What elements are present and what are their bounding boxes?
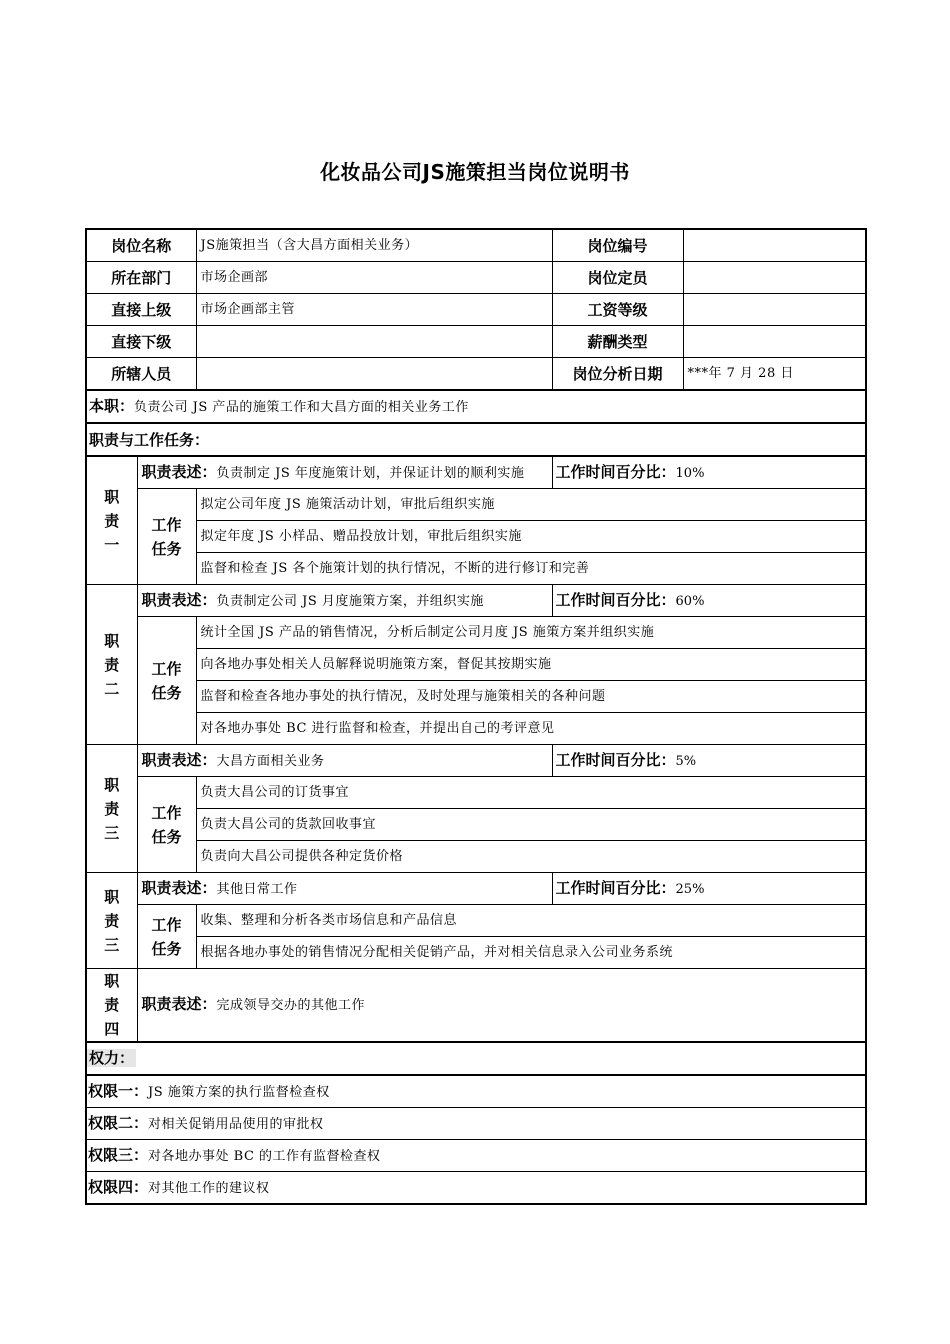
duty-4-time-cell bbox=[552, 873, 866, 905]
duty-1-percent: 10% bbox=[675, 465, 705, 481]
duty-3-time-cell bbox=[552, 745, 866, 777]
authority-item-label: 权限三： bbox=[88, 1145, 149, 1164]
duty-4-task-2: 根据各地办事处的销售情况分配相关促销产品，并对相关信息录入公司业务系统 bbox=[196, 937, 866, 969]
duty-3-task-3: 负责向大昌公司提供各种定货价格 bbox=[196, 841, 866, 873]
position-no-value bbox=[683, 229, 866, 262]
authority-item-value: 对其他工作的建议权 bbox=[148, 1180, 270, 1196]
duty-4-name: 职 责 三 bbox=[86, 873, 137, 969]
duty-2-statement-cell bbox=[137, 585, 552, 617]
duty-1-name: 职 责 一 bbox=[86, 456, 137, 585]
headcount-value bbox=[683, 262, 866, 294]
authority-item-3 bbox=[86, 1140, 866, 1172]
duty-3-name: 职 责 三 bbox=[86, 745, 137, 873]
statement-label: 职责表述： bbox=[141, 995, 217, 1013]
authority-header-cell bbox=[86, 1042, 866, 1075]
duty-summary-value: 负责公司 JS 产品的施策工作和大昌方面的相关业务工作 bbox=[134, 399, 469, 415]
department-label: 所在部门 bbox=[86, 262, 196, 294]
duty-2-percent: 60% bbox=[675, 593, 705, 609]
duty-1-task-1: 拟定公司年度 JS 施策活动计划，审批后组织实施 bbox=[196, 489, 866, 521]
governed-value bbox=[196, 358, 552, 391]
salary-grade-value bbox=[683, 294, 866, 326]
duty-1-statement: 负责制定 JS 年度施策计划，并保证计划的顺利实施 bbox=[216, 465, 525, 481]
superior-value: 市场企画部主管 bbox=[196, 294, 552, 326]
analysis-date-label: 岗位分析日期 bbox=[552, 358, 683, 391]
statement-label: 职责表述： bbox=[141, 462, 217, 481]
duty-5-name: 职 责 四 bbox=[86, 969, 137, 1043]
authority-item-1 bbox=[86, 1075, 866, 1108]
duty-2-name: 职 责 二 bbox=[86, 585, 137, 745]
time-label: 工作时间百分比： bbox=[555, 750, 676, 769]
page-title: 化妆品公司JS施策担当岗位说明书 bbox=[320, 160, 630, 184]
duty-summary bbox=[86, 390, 866, 423]
statement-label: 职责表述： bbox=[141, 750, 217, 769]
duty-1-task-label: 工作 任务 bbox=[137, 489, 196, 585]
position-name-value: JS施策担当（含大昌方面相关业务） bbox=[196, 229, 552, 262]
duty-2-statement: 负责制定公司 JS 月度施策方案，并组织实施 bbox=[216, 593, 484, 609]
authority-header: 权力： bbox=[89, 1049, 135, 1067]
duty-2-task-label: 工作 任务 bbox=[137, 617, 196, 745]
authority-item-value: 对各地办事处 BC 的工作有监督检查权 bbox=[148, 1148, 381, 1164]
authority-item-2 bbox=[86, 1108, 866, 1140]
duty-3-statement: 大昌方面相关业务 bbox=[216, 753, 325, 769]
duty-4-task-1: 收集、整理和分析各类市场信息和产品信息 bbox=[196, 905, 866, 937]
analysis-date-value: ***年 7 月 28 日 bbox=[683, 358, 866, 391]
duty-2-task-4: 对各地办事处 BC 进行监督和检查，并提出自己的考评意见 bbox=[196, 713, 866, 745]
duty-1-statement-cell bbox=[137, 456, 552, 489]
statement-label: 职责表述： bbox=[141, 878, 217, 897]
job-description-table bbox=[85, 228, 867, 1205]
superior-label: 直接上级 bbox=[86, 294, 196, 326]
duty-1-time-cell bbox=[552, 456, 866, 489]
time-label: 工作时间百分比： bbox=[555, 878, 676, 897]
duty-2-task-1: 统计全国 JS 产品的销售情况，分析后制定公司月度 JS 施策方案并组织实施 bbox=[196, 617, 866, 649]
subordinate-label: 直接下级 bbox=[86, 326, 196, 358]
pay-type-value bbox=[683, 326, 866, 358]
duty-1-task-3: 监督和检查 JS 各个施策计划的执行情况，不断的进行修订和完善 bbox=[196, 553, 866, 585]
duty-4-percent: 25% bbox=[675, 881, 705, 897]
position-no-label: 岗位编号 bbox=[552, 229, 683, 262]
duty-5-statement: 完成领导交办的其他工作 bbox=[216, 998, 366, 1013]
department-value: 市场企画部 bbox=[196, 262, 552, 294]
time-label: 工作时间百分比： bbox=[555, 462, 676, 481]
headcount-label: 岗位定员 bbox=[552, 262, 683, 294]
position-name-label: 岗位名称 bbox=[86, 229, 196, 262]
duty-5-statement-cell bbox=[137, 969, 866, 1043]
duty-4-statement-cell bbox=[137, 873, 552, 905]
statement-label: 职责表述： bbox=[141, 590, 217, 609]
duty-3-task-1: 负责大昌公司的订货事宜 bbox=[196, 777, 866, 809]
duty-3-task-label: 工作 任务 bbox=[137, 777, 196, 873]
duty-4-statement: 其他日常工作 bbox=[216, 881, 298, 897]
time-label: 工作时间百分比： bbox=[555, 590, 676, 609]
authority-item-label: 权限四： bbox=[88, 1177, 149, 1196]
governed-label: 所辖人员 bbox=[86, 358, 196, 391]
subordinate-value bbox=[196, 326, 552, 358]
authority-item-label: 权限二： bbox=[88, 1113, 149, 1132]
duty-1-task-2: 拟定年度 JS 小样品、赠品投放计划，审批后组织实施 bbox=[196, 521, 866, 553]
pay-type-label: 薪酬类型 bbox=[552, 326, 683, 358]
authority-item-4 bbox=[86, 1172, 866, 1205]
duty-3-statement-cell bbox=[137, 745, 552, 777]
duty-2-time-cell bbox=[552, 585, 866, 617]
salary-grade-label: 工资等级 bbox=[552, 294, 683, 326]
authority-item-label: 权限一： bbox=[88, 1081, 149, 1100]
duty-3-percent: 5% bbox=[675, 753, 697, 769]
duty-4-task-label: 工作 任务 bbox=[137, 905, 196, 969]
duty-2-task-3: 监督和检查各地办事处的执行情况，及时处理与施策相关的各种问题 bbox=[196, 681, 866, 713]
duty-3-task-2: 负责大昌公司的货款回收事宜 bbox=[196, 809, 866, 841]
authority-item-value: 对相关促销用品使用的审批权 bbox=[148, 1116, 324, 1132]
duty-summary-label: 本职： bbox=[89, 396, 135, 415]
duties-header: 职责与工作任务： bbox=[86, 423, 866, 456]
duty-2-task-2: 向各地办事处相关人员解释说明施策方案，督促其按期实施 bbox=[196, 649, 866, 681]
authority-item-value: JS 施策方案的执行监督检查权 bbox=[148, 1084, 330, 1100]
